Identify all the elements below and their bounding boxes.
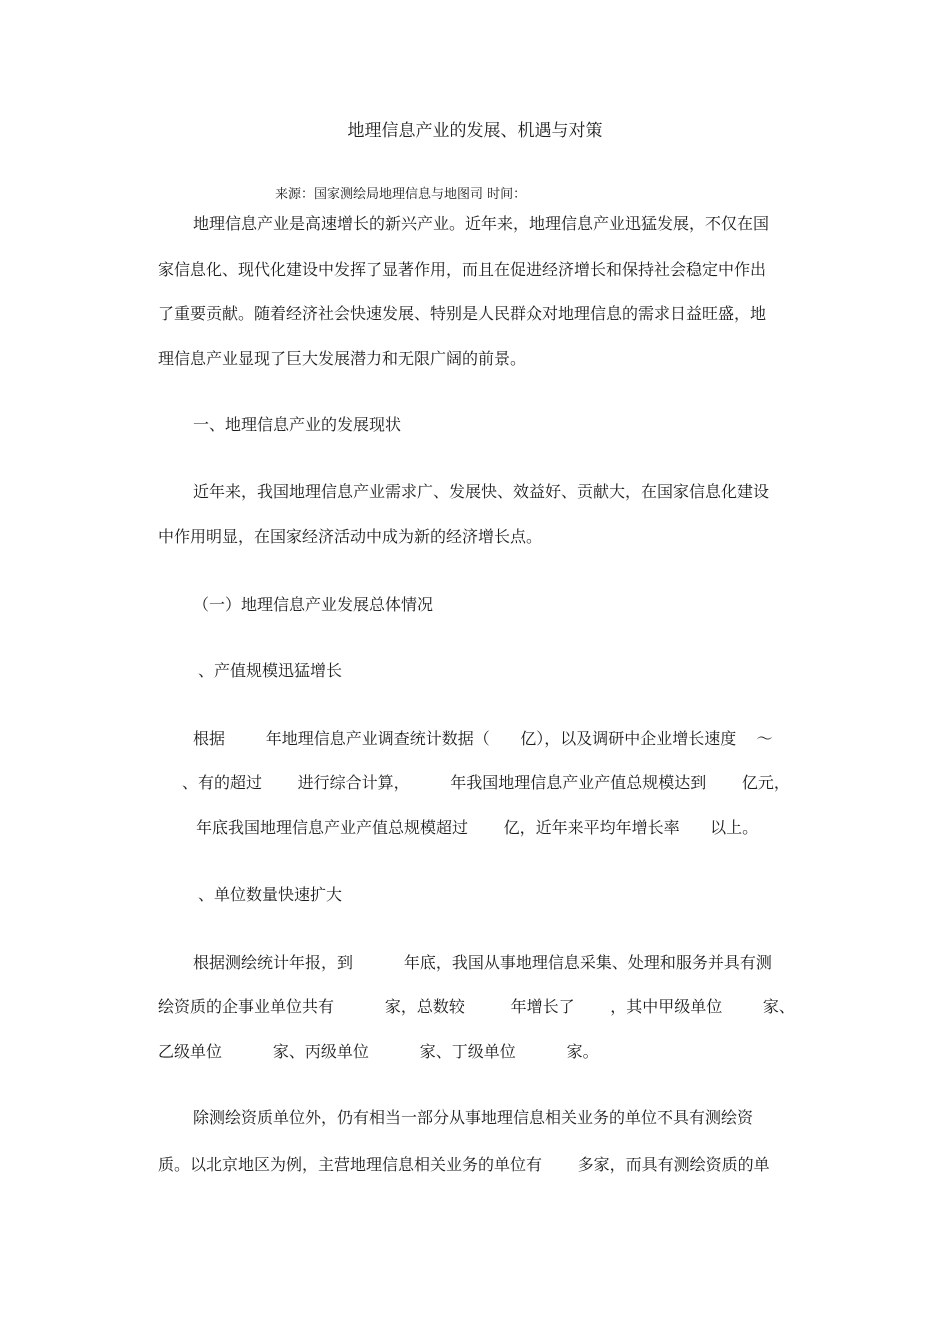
item1-para-line-1: 根据 年地理信息产业调查统计数据（ 亿），以及调研中企业增长速度 ～: [193, 729, 773, 748]
item2-para-line-1: 根据测绘统计年报，到 年底，我国从事地理信息采集、处理和服务并具有测: [193, 953, 772, 972]
item1-para-line-2: 、有的超过 进行综合计算， 年我国地理信息产业产值总规模达到 亿元，: [182, 773, 790, 792]
para3-line-2: 质。以北京地区为例，主营地理信息相关业务的单位有 多家，而具有测绘资质的单: [158, 1155, 770, 1174]
item1-para-line-3: 年底我国地理信息产业产值总规模超过 亿，近年来平均年增长率 以上。: [196, 818, 759, 837]
item-heading-2: 、单位数量快速扩大: [198, 885, 343, 904]
subsection-heading-1: （一）地理信息产业发展总体情况: [193, 595, 434, 614]
section-heading-1: 一、地理信息产业的发展现状: [193, 415, 402, 434]
intro-line-4: 理信息产业显现了巨大发展潜力和无限广阔的前景。: [158, 349, 527, 368]
item-heading-1: 、产值规模迅猛增长: [198, 661, 343, 680]
source-line: 来源：国家测绘局地理信息与地图司 时间：: [275, 187, 527, 202]
document-title: 地理信息产业的发展、机遇与对策: [347, 121, 603, 141]
intro-line-3: 了重要贡献。随着经济社会快速发展、特别是人民群众对地理信息的需求日益旺盛，地: [158, 304, 767, 323]
section1-para-line-1: 近年来，我国地理信息产业需求广、发展快、效益好、贡献大，在国家信息化建设: [193, 482, 770, 501]
intro-line-2: 家信息化、现代化建设中发挥了显著作用，而且在促进经济增长和保持社会稳定中作出: [158, 260, 767, 279]
intro-line-1: 地理信息产业是高速增长的新兴产业。近年来，地理信息产业迅猛发展，不仅在国: [193, 214, 770, 233]
item2-para-line-3: 乙级单位 家、丙级单位 家、丁级单位 家。: [158, 1042, 599, 1061]
para3-line-1: 除测绘资质单位外，仍有相当一部分从事地理信息相关业务的单位不具有测绘资: [193, 1108, 754, 1127]
item2-para-line-2: 绘资质的企事业单位共有 家，总数较 年增长了 ，其中甲级单位 家、: [158, 997, 795, 1016]
section1-para-line-2: 中作用明显，在国家经济活动中成为新的经济增长点。: [158, 527, 543, 546]
